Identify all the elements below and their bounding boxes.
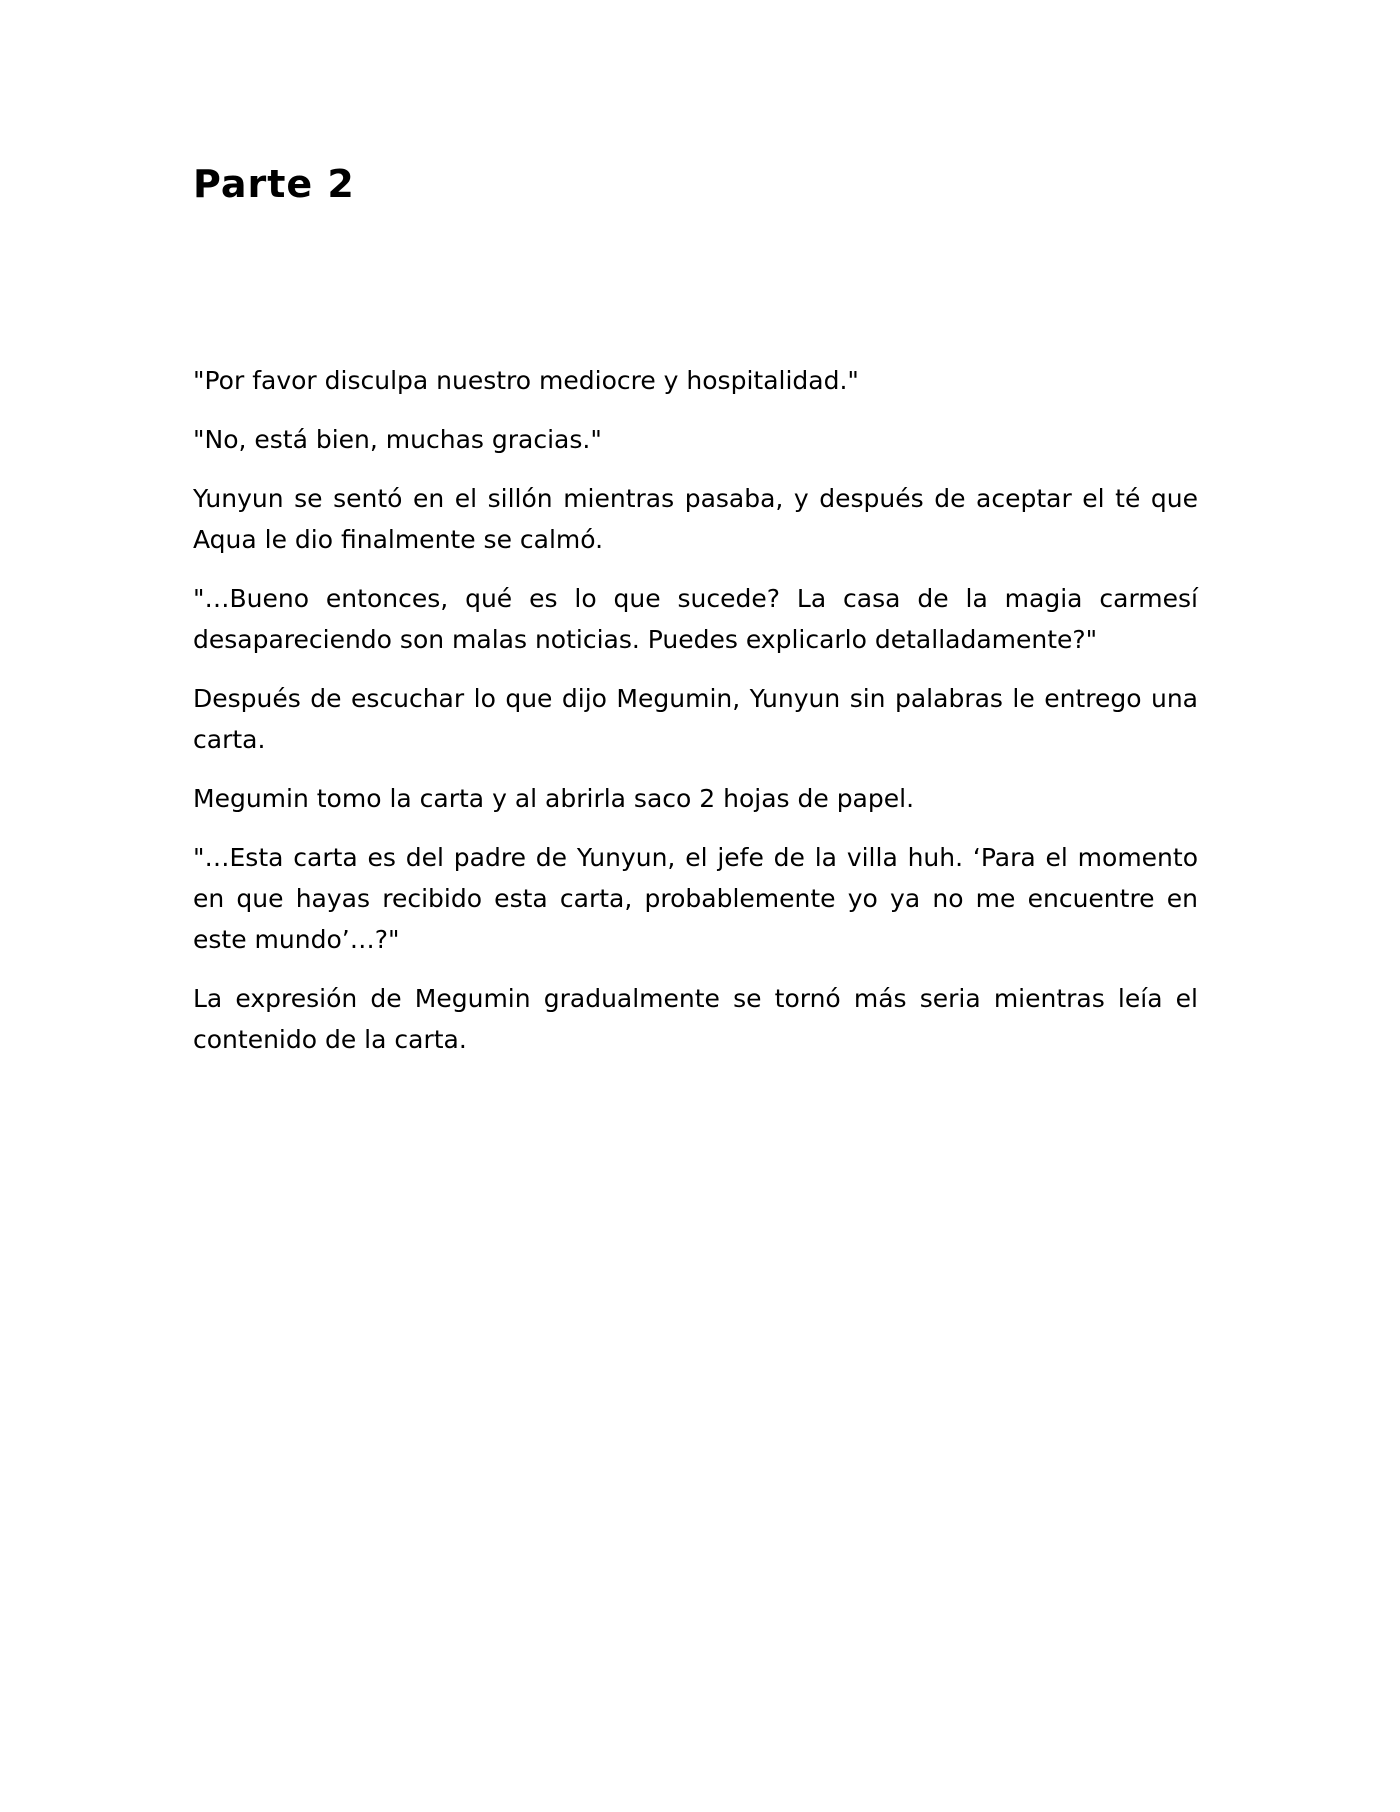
paragraph: "…Esta carta es del padre de Yunyun, el jefe de la villa huh. ‘Para el momento en que hayas recibido esta carta, probablemente yo ya no me encuentre en este mundo’…?": [193, 843, 1198, 954]
paragraph: Megumin tomo la carta y al abrirla saco 2 hojas de papel.: [193, 784, 915, 813]
paragraph: Después de escuchar lo que dijo Megumin, Yunyun sin palabras le entrego una carta.: [193, 684, 1198, 754]
chapter-heading: Parte 2: [193, 162, 355, 206]
paragraph: "…Bueno entonces, qué es lo que sucede? La casa de la magia carmesí desapareciendo son malas noticias. Puedes explicarlo detalladamente?": [193, 584, 1198, 654]
paragraph: "No, está bien, muchas gracias.": [193, 425, 602, 454]
paragraph: La expresión de Megumin gradualmente se tornó más seria mientras leía el contenido de la carta.: [193, 984, 1198, 1054]
body-text: [193, 360, 1198, 1078]
paragraph: Yunyun se sentó en el sillón mientras pasaba, y después de aceptar el té que Aqua le dio finalmente se calmó.: [193, 484, 1198, 554]
paragraph: "Por favor disculpa nuestro mediocre y hospitalidad.": [193, 366, 859, 395]
